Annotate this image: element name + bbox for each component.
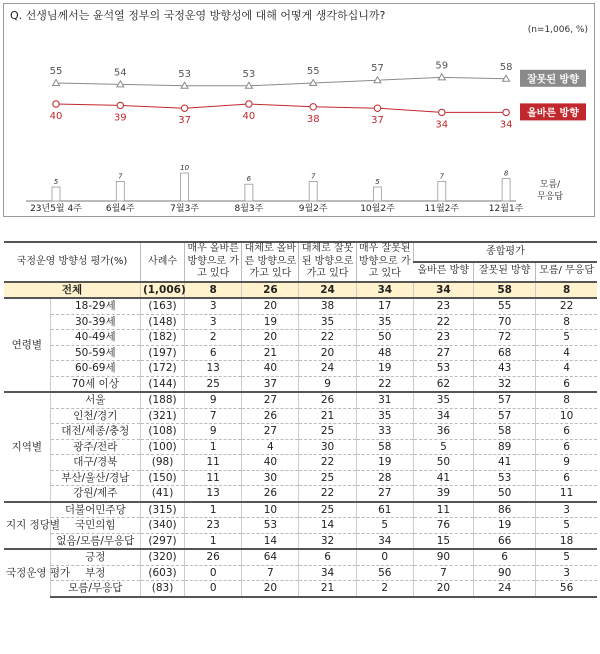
row-label: 긍정 (50, 549, 140, 565)
row-label: 인천/경기 (50, 408, 140, 424)
row-label: 50-59세 (50, 345, 140, 361)
point-right (503, 109, 509, 115)
x-tick-label: 6월4주 (105, 204, 135, 214)
row-sample-size: (197) (140, 345, 184, 361)
header-somewhat-wrong: 대체로 잘못된 방향으로 가고 있다 (299, 242, 356, 282)
cell-value: 8 (536, 392, 597, 408)
row-label: 없음/모름/무응답 (50, 533, 140, 549)
data-label-right: 38 (306, 113, 320, 125)
cell-value: 55 (474, 298, 536, 314)
row-label: 전체 (4, 282, 140, 299)
table-row (4, 392, 597, 408)
cell-value: 6 (536, 439, 597, 455)
cell-value: 4 (536, 361, 597, 377)
row-sample-size: (315) (140, 502, 184, 518)
data-label-wrong: 54 (113, 67, 127, 79)
cell-value: 3 (185, 314, 242, 330)
table-row (4, 549, 597, 565)
point-right (181, 105, 187, 111)
cell-value: 41 (413, 470, 473, 486)
bar-dk (502, 179, 510, 201)
cell-value: 70 (474, 314, 536, 330)
cell-value: 32 (299, 533, 356, 549)
cell-value: 6 (185, 345, 242, 361)
row-label: 강원/제주 (50, 486, 140, 502)
chart-panel (3, 3, 595, 217)
cell-value: 7 (413, 565, 473, 581)
cell-value: 9 (185, 392, 242, 408)
row-sample-size: (148) (140, 314, 184, 330)
point-right (246, 101, 252, 107)
bar-dk (438, 181, 446, 201)
cell-value: 56 (356, 565, 413, 581)
cell-value: 34 (356, 533, 413, 549)
data-label-dk: 6 (246, 175, 252, 184)
row-label: 광주/전라 (50, 439, 140, 455)
row-sample-size: (172) (140, 361, 184, 377)
line-chart (4, 4, 596, 218)
group-label: 지지 정당별 (4, 502, 50, 550)
cell-value: 34 (356, 282, 413, 299)
point-right (117, 102, 123, 108)
cell-value: 23 (413, 330, 473, 346)
cell-value: 43 (474, 361, 536, 377)
cell-value: 6 (474, 549, 536, 565)
cell-value: 35 (299, 314, 356, 330)
data-label-right: 34 (499, 119, 513, 131)
cell-value: 19 (356, 361, 413, 377)
cell-value: 21 (242, 345, 299, 361)
bar-dk (309, 181, 317, 201)
row-sample-size: (603) (140, 565, 184, 581)
cell-value: 40 (242, 455, 299, 471)
legend-label-dk: 모름/ (539, 180, 561, 190)
row-sample-size: (98) (140, 455, 184, 471)
cell-value: 13 (185, 486, 242, 502)
cell-value: 26 (299, 392, 356, 408)
cell-value: 8 (185, 282, 242, 299)
row-label: 더불어민주당 (50, 502, 140, 518)
table-row (4, 455, 597, 471)
cell-value: 25 (299, 424, 356, 440)
table-row (4, 345, 597, 361)
point-wrong (53, 80, 60, 86)
x-tick-label: 12월1주 (488, 204, 524, 214)
data-label-right: 39 (113, 112, 127, 124)
cell-value: 68 (474, 345, 536, 361)
row-label: 70세 이상 (50, 376, 140, 392)
row-sample-size: (297) (140, 533, 184, 549)
cell-value: 6 (299, 549, 356, 565)
cell-value: 10 (536, 408, 597, 424)
table-row (4, 470, 597, 486)
table-row (4, 314, 597, 330)
row-sample-size: (41) (140, 486, 184, 502)
data-label-wrong: 58 (499, 61, 513, 73)
cell-value: 27 (413, 345, 473, 361)
table-row (4, 298, 597, 314)
legend-label-wrong: 잘못된 방향 (527, 74, 579, 86)
data-label-dk: 5 (53, 178, 59, 186)
cell-value: 34 (299, 565, 356, 581)
cell-value: 19 (474, 518, 536, 534)
legend-label-dk: 무응답 (536, 192, 564, 202)
table-row (4, 439, 597, 455)
x-tick-label: 23년5월 4주 (30, 204, 82, 214)
cell-value: 6 (536, 376, 597, 392)
cell-value: 57 (474, 408, 536, 424)
cell-value: 8 (536, 314, 597, 330)
cell-value: 58 (356, 439, 413, 455)
cell-value: 58 (474, 424, 536, 440)
cell-value: 7 (185, 408, 242, 424)
row-sample-size: (1,006) (140, 282, 184, 299)
cell-value: 30 (299, 439, 356, 455)
cell-value: 23 (413, 298, 473, 314)
cell-value: 21 (299, 581, 356, 597)
cell-value: 36 (413, 424, 473, 440)
point-right (439, 109, 445, 115)
table-row (4, 376, 597, 392)
table-row-total (4, 282, 597, 299)
cell-value: 1 (185, 439, 242, 455)
bar-dk (374, 187, 382, 201)
row-sample-size: (83) (140, 581, 184, 597)
cell-value: 40 (242, 361, 299, 377)
cell-value: 11 (185, 470, 242, 486)
bar-dk (116, 181, 124, 201)
bar-dk (181, 173, 189, 201)
cell-value: 25 (299, 470, 356, 486)
cell-value: 50 (356, 330, 413, 346)
cell-value: 34 (413, 282, 473, 299)
header-very-right: 매우 올바른 방향으로 가고 있다 (185, 242, 242, 282)
row-sample-size: (320) (140, 549, 184, 565)
cell-value: 9 (299, 376, 356, 392)
cell-value: 0 (185, 565, 242, 581)
row-label: 서울 (50, 392, 140, 408)
cell-value: 6 (536, 470, 597, 486)
row-sample-size: (188) (140, 392, 184, 408)
table-row (4, 486, 597, 502)
cell-value: 13 (185, 361, 242, 377)
data-label-wrong: 53 (178, 68, 191, 80)
cell-value: 20 (242, 581, 299, 597)
cell-value: 8 (536, 282, 597, 299)
header-overall-right: 올바른 방향 (413, 262, 473, 282)
table-row (4, 330, 597, 346)
header-category: 국정운영 방향성 평가(%) (4, 242, 140, 282)
row-sample-size: (163) (140, 298, 184, 314)
row-sample-size: (144) (140, 376, 184, 392)
table-row (4, 502, 597, 518)
row-label: 국민의힘 (50, 518, 140, 534)
table-row (4, 518, 597, 534)
data-label-right: 37 (178, 115, 191, 127)
cell-value: 50 (413, 455, 473, 471)
cell-value: 23 (185, 518, 242, 534)
data-label-dk: 5 (375, 178, 380, 186)
cell-value: 19 (356, 455, 413, 471)
cell-value: 0 (185, 581, 242, 597)
cell-value: 28 (356, 470, 413, 486)
cell-value: 66 (474, 533, 536, 549)
cell-value: 20 (299, 345, 356, 361)
cell-value: 3 (536, 565, 597, 581)
cell-value: 22 (299, 455, 356, 471)
cell-value: 50 (474, 486, 536, 502)
table-row (4, 565, 597, 581)
cell-value: 22 (536, 298, 597, 314)
cell-value: 22 (299, 330, 356, 346)
cell-value: 9 (185, 424, 242, 440)
table-row (4, 408, 597, 424)
data-label-wrong: 57 (371, 63, 384, 75)
cell-value: 1 (185, 533, 242, 549)
cell-value: 53 (413, 361, 473, 377)
cell-value: 58 (474, 282, 536, 299)
row-label: 모름/무응답 (50, 581, 140, 597)
header-overall-dk: 모름/ 무응답 (536, 262, 597, 282)
cell-value: 89 (474, 439, 536, 455)
cell-value: 35 (413, 392, 473, 408)
cell-value: 25 (185, 376, 242, 392)
row-label: 부정 (50, 565, 140, 581)
cell-value: 24 (299, 282, 356, 299)
data-label-wrong: 53 (242, 68, 256, 80)
header-overall-wrong: 잘못된 방향 (474, 262, 536, 282)
cell-value: 18 (536, 533, 597, 549)
row-label: 60-69세 (50, 361, 140, 377)
data-label-right: 37 (371, 115, 384, 127)
row-label: 부산/울산/경남 (50, 470, 140, 486)
bar-dk (52, 187, 60, 201)
cell-value: 30 (242, 470, 299, 486)
table-row (4, 533, 597, 549)
cell-value: 64 (242, 549, 299, 565)
cell-value: 4 (536, 345, 597, 361)
cell-value: 56 (536, 581, 597, 597)
x-tick-label: 9월2주 (298, 204, 328, 214)
cell-value: 34 (413, 408, 473, 424)
cell-value: 14 (299, 518, 356, 534)
cell-value: 21 (299, 408, 356, 424)
cell-value: 90 (413, 549, 473, 565)
cell-value: 22 (356, 376, 413, 392)
data-label-dk: 10 (180, 164, 190, 172)
cell-value: 90 (474, 565, 536, 581)
row-label: 30-39세 (50, 314, 140, 330)
cell-value: 22 (413, 314, 473, 330)
cell-value: 25 (299, 502, 356, 518)
cell-value: 24 (299, 361, 356, 377)
cell-value: 5 (536, 518, 597, 534)
group-label: 국정운영 평가 (4, 549, 50, 597)
cell-value: 3 (185, 298, 242, 314)
table-row (4, 424, 597, 440)
cell-value: 27 (356, 486, 413, 502)
cell-value: 76 (413, 518, 473, 534)
cell-value: 27 (242, 392, 299, 408)
header-somewhat-right: 대체로 올바른 방향으로 가고 있다 (242, 242, 299, 282)
point-wrong (438, 74, 445, 80)
data-label-dk: 7 (439, 172, 445, 181)
cell-value: 26 (242, 408, 299, 424)
question-title: Q. 선생님께서는 윤석열 정부의 국정운영 방향성에 대해 어떻게 생각하십니까? (10, 9, 386, 22)
cell-value: 24 (474, 581, 536, 597)
row-sample-size: (321) (140, 408, 184, 424)
cell-value: 14 (242, 533, 299, 549)
data-label-wrong: 55 (49, 66, 63, 77)
cell-value: 0 (356, 549, 413, 565)
cell-value: 11 (413, 502, 473, 518)
cell-value: 61 (356, 502, 413, 518)
data-label-right: 40 (242, 111, 256, 122)
cell-value: 86 (474, 502, 536, 518)
row-sample-size: (150) (140, 470, 184, 486)
cell-value: 20 (413, 581, 473, 597)
data-label-wrong: 59 (435, 60, 449, 72)
row-label: 대구/경북 (50, 455, 140, 471)
cell-value: 6 (536, 424, 597, 440)
cell-value: 26 (242, 282, 299, 299)
cell-value: 26 (242, 486, 299, 502)
cell-value: 15 (413, 533, 473, 549)
cell-value: 32 (474, 376, 536, 392)
header-overall: 종합평가 (413, 242, 597, 262)
data-label-dk: 7 (310, 172, 316, 181)
cell-value: 3 (536, 502, 597, 518)
x-tick-label: 7월3주 (170, 204, 200, 214)
cell-value: 26 (185, 549, 242, 565)
cell-value: 62 (413, 376, 473, 392)
cell-value: 10 (242, 502, 299, 518)
x-tick-label: 8월3주 (234, 204, 264, 214)
row-sample-size: (340) (140, 518, 184, 534)
cell-value: 57 (474, 392, 536, 408)
table-row (4, 361, 597, 377)
data-label-dk: 8 (503, 169, 509, 178)
row-label: 대전/세종/충청 (50, 424, 140, 440)
header-very-wrong: 매우 잘못된 방향으로 가고 있다 (356, 242, 413, 282)
row-sample-size: (100) (140, 439, 184, 455)
group-label: 연령별 (4, 298, 50, 392)
cell-value: 9 (536, 455, 597, 471)
cell-value: 5 (536, 549, 597, 565)
cell-value: 1 (185, 502, 242, 518)
cell-value: 53 (474, 470, 536, 486)
legend-label-right: 올바른 방향 (527, 107, 579, 119)
cell-value: 4 (242, 439, 299, 455)
x-tick-label: 11월2주 (424, 204, 460, 214)
cell-value: 37 (242, 376, 299, 392)
point-right (53, 101, 59, 107)
cell-value: 2 (356, 581, 413, 597)
row-label: 40-49세 (50, 330, 140, 346)
cell-value: 33 (356, 424, 413, 440)
cell-value: 20 (242, 330, 299, 346)
data-label-dk: 7 (118, 172, 123, 181)
cell-value: 17 (356, 298, 413, 314)
cell-value: 41 (474, 455, 536, 471)
cell-value: 72 (474, 330, 536, 346)
results-table (4, 241, 597, 598)
cell-value: 19 (242, 314, 299, 330)
cell-value: 11 (536, 486, 597, 502)
cell-value: 11 (185, 455, 242, 471)
group-label: 지역별 (4, 392, 50, 502)
cell-value: 39 (413, 486, 473, 502)
data-label-wrong: 55 (306, 66, 320, 77)
header-sample-size: 사례수 (140, 242, 184, 282)
cell-value: 2 (185, 330, 242, 346)
cell-value: 22 (299, 486, 356, 502)
cell-value: 38 (299, 298, 356, 314)
cell-value: 35 (356, 408, 413, 424)
bar-dk (245, 184, 253, 201)
table-row (4, 581, 597, 597)
cell-value: 48 (356, 345, 413, 361)
cell-value: 27 (242, 424, 299, 440)
cell-value: 5 (356, 518, 413, 534)
cell-value: 5 (536, 330, 597, 346)
sample-note: (n=1,006, %) (527, 25, 588, 35)
data-label-right: 40 (49, 111, 63, 122)
row-sample-size: (108) (140, 424, 184, 440)
cell-value: 20 (242, 298, 299, 314)
point-right (374, 105, 380, 111)
data-label-right: 34 (435, 119, 449, 131)
x-tick-label: 10월2주 (360, 204, 395, 214)
cell-value: 5 (413, 439, 473, 455)
cell-value: 31 (356, 392, 413, 408)
cell-value: 53 (242, 518, 299, 534)
cell-value: 35 (356, 314, 413, 330)
cell-value: 7 (242, 565, 299, 581)
row-sample-size: (182) (140, 330, 184, 346)
row-label: 18-29세 (74, 300, 116, 312)
point-right (310, 104, 316, 110)
